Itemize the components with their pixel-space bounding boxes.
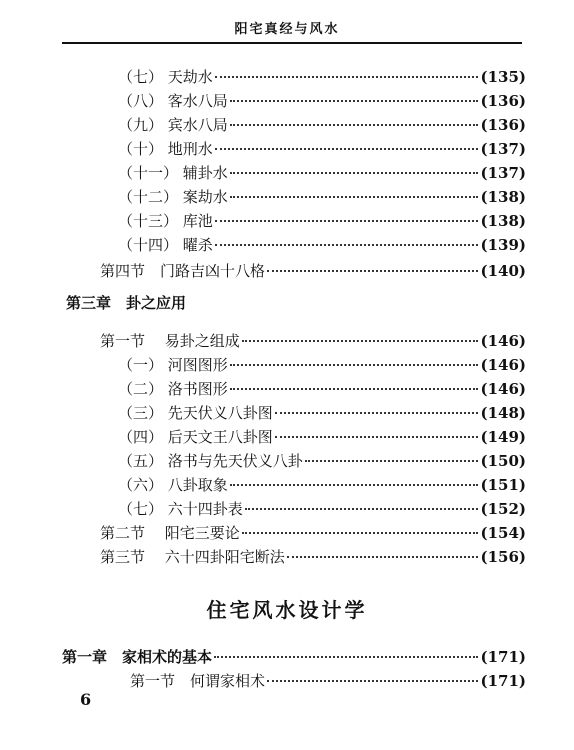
toc-entry-label: 第三节 六十四卦阳宅断法 bbox=[100, 548, 285, 566]
toc-entry[interactable] bbox=[118, 114, 526, 135]
toc-entry[interactable] bbox=[118, 402, 526, 423]
dot-leader bbox=[214, 656, 478, 658]
toc-entry-page: (146) bbox=[480, 356, 526, 374]
toc-entry[interactable] bbox=[118, 210, 526, 231]
dot-leader bbox=[230, 100, 479, 102]
toc-entry[interactable] bbox=[118, 378, 526, 399]
toc-entry-label: （七） 天劫水 bbox=[118, 68, 213, 86]
dot-leader bbox=[287, 556, 479, 558]
dot-leader bbox=[215, 220, 479, 222]
dot-leader bbox=[230, 388, 479, 390]
dot-leader bbox=[245, 508, 479, 510]
toc-section-entry[interactable] bbox=[100, 522, 526, 543]
header-rule bbox=[62, 42, 522, 44]
toc-entry-page: (146) bbox=[480, 380, 526, 398]
dot-leader bbox=[275, 412, 479, 414]
toc-entry-page: (150) bbox=[480, 452, 526, 470]
toc-entry-page: (154) bbox=[480, 524, 526, 542]
toc-entry-page: (171) bbox=[480, 648, 526, 666]
toc-entry-page: (138) bbox=[480, 212, 526, 230]
chapter-heading[interactable]: 第三章 卦之应用 bbox=[66, 294, 187, 312]
toc-entry-label: （六） 八卦取象 bbox=[118, 476, 228, 494]
dot-leader bbox=[267, 270, 478, 272]
toc-entry-page: (136) bbox=[480, 92, 526, 110]
toc-section-entry[interactable] bbox=[100, 330, 526, 351]
toc-entry[interactable] bbox=[118, 426, 526, 447]
toc-entry-label: （二） 洛书图形 bbox=[118, 380, 228, 398]
dot-leader bbox=[242, 532, 479, 534]
toc-section-entry[interactable] bbox=[100, 546, 526, 567]
toc-entry[interactable] bbox=[118, 474, 526, 495]
toc-section-entry[interactable] bbox=[130, 670, 526, 691]
dot-leader bbox=[215, 244, 479, 246]
dot-leader bbox=[275, 436, 479, 438]
toc-entry[interactable] bbox=[118, 234, 526, 255]
toc-entry[interactable] bbox=[118, 498, 526, 519]
toc-entry-page: (151) bbox=[480, 476, 526, 494]
toc-entry-page: (139) bbox=[480, 236, 526, 254]
toc-section-entry[interactable] bbox=[100, 260, 526, 281]
toc-entry-page: (136) bbox=[480, 116, 526, 134]
toc-entry-label: 第四节 门路吉凶十八格 bbox=[100, 262, 266, 280]
toc-entry-page: (137) bbox=[480, 140, 526, 158]
toc-entry-page: (156) bbox=[480, 548, 526, 566]
toc-entry-label: 第一节 易卦之组成 bbox=[100, 332, 240, 350]
toc-entry[interactable] bbox=[118, 162, 526, 183]
toc-entry[interactable] bbox=[118, 354, 526, 375]
dot-leader bbox=[267, 680, 478, 682]
toc-entry-label: 第一章 家相术的基本 bbox=[62, 648, 213, 666]
toc-entry-label: （七） 六十四卦表 bbox=[118, 500, 243, 518]
dot-leader bbox=[230, 172, 479, 174]
toc-entry-page: (146) bbox=[480, 332, 526, 350]
toc-entry-label: （一） 河图图形 bbox=[118, 356, 228, 374]
toc-entry-label: （十一） 辅卦水 bbox=[118, 164, 228, 182]
dot-leader bbox=[230, 124, 479, 126]
toc-entry-page: (171) bbox=[480, 672, 526, 690]
toc-entry-label: （十三） 库池 bbox=[118, 212, 213, 230]
toc-entry[interactable] bbox=[118, 450, 526, 471]
toc-entry[interactable] bbox=[118, 90, 526, 111]
page-number: 6 bbox=[80, 690, 92, 709]
toc-entry[interactable] bbox=[118, 138, 526, 159]
dot-leader bbox=[230, 364, 479, 366]
toc-entry-page: (140) bbox=[480, 262, 526, 280]
dot-leader bbox=[242, 340, 479, 342]
toc-entry-label: （八） 客水八局 bbox=[118, 92, 228, 110]
toc-entry-label: （四） 后天文王八卦图 bbox=[118, 428, 273, 446]
dot-leader bbox=[305, 460, 479, 462]
toc-entry-label: （三） 先天伏义八卦图 bbox=[118, 404, 273, 422]
toc-entry-label: （五） 洛书与先天伏义八卦 bbox=[118, 452, 303, 470]
toc-chapter-entry[interactable] bbox=[62, 646, 526, 667]
toc-entry-page: (138) bbox=[480, 188, 526, 206]
toc-entry-label: 第二节 阳宅三要论 bbox=[100, 524, 240, 542]
dot-leader bbox=[230, 196, 479, 198]
dot-leader bbox=[215, 148, 479, 150]
toc-entry-page: (148) bbox=[480, 404, 526, 422]
dot-leader bbox=[215, 76, 479, 78]
toc-entry-label: 第一节 何谓家相术 bbox=[130, 672, 266, 690]
toc-entry-page: (137) bbox=[480, 164, 526, 182]
toc-entry-page: (135) bbox=[480, 68, 526, 86]
toc-entry-page: (149) bbox=[480, 428, 526, 446]
toc-entry-label: （九） 宾水八局 bbox=[118, 116, 228, 134]
toc-entry-page: (152) bbox=[480, 500, 526, 518]
dot-leader bbox=[230, 484, 479, 486]
toc-entry-label: （十二） 案劫水 bbox=[118, 188, 228, 206]
toc-entry-label: （十四） 曜杀 bbox=[118, 236, 213, 254]
toc-entry[interactable] bbox=[118, 66, 526, 87]
toc-entry-label: （十） 地刑水 bbox=[118, 140, 213, 158]
toc-entry[interactable] bbox=[118, 186, 526, 207]
part-heading[interactable]: 住宅风水设计学 bbox=[206, 598, 368, 622]
header-title: 阳宅真经与风水 bbox=[234, 22, 340, 37]
